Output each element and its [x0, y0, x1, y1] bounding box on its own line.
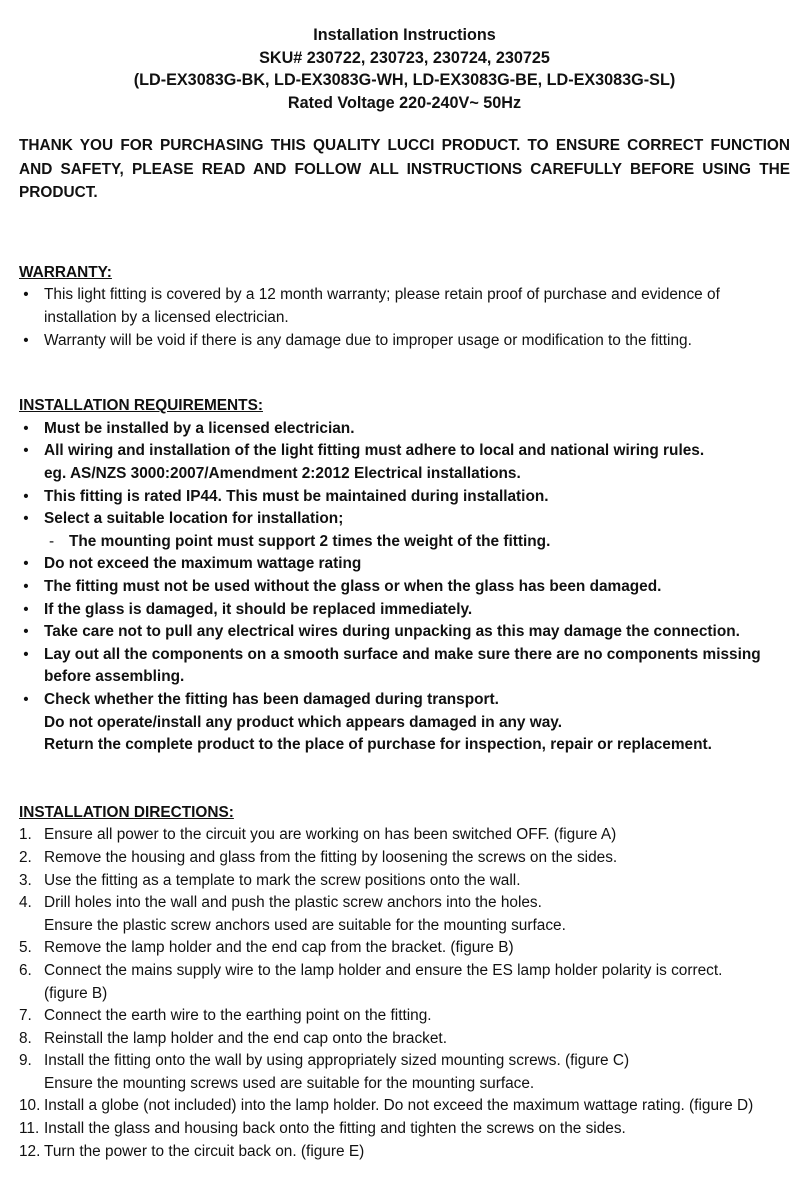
bullet-icon: •: [23, 442, 29, 460]
step-number: 12.: [19, 1142, 41, 1160]
model-line: (LD-EX3083G-BK, LD-EX3083G-WH, LD-EX3083G-BE, LD-EX3083G-SL): [133, 71, 676, 90]
direction-step: 9. Install the fitting onto the wall by using appropriately sized mounting screws. (figure C) Ensure the mounting screws used are suitable for the mounting surface.: [19, 1052, 630, 1092]
step-number: 7.: [19, 1007, 32, 1025]
direction-step: 2. Remove the housing and glass from the fitting by loosening the screws on the sides.: [19, 847, 790, 870]
warranty-section: [19, 262, 790, 352]
intro-notice: THANK YOU FOR PURCHASING THIS QUALITY LUCCI PRODUCT. TO ENSURE CORRECT FUNCTION AND SAFETY, PLEASE READ AND FOLLOW ALL INSTRUCTIONS CAREFULLY BEFORE USING THE PRODUCT.: [19, 137, 790, 202]
step-number: 9.: [19, 1052, 32, 1070]
bullet-icon: •: [23, 419, 29, 437]
step-number: 6.: [19, 961, 32, 979]
requirement-item: • If the glass is damaged, it should be replaced immediately.: [19, 599, 790, 622]
requirement-item: • Do not exceed the maximum wattage rating: [19, 553, 790, 576]
warranty-item: • This light fitting is covered by a 12 month warranty; please retain proof of purchase and evidence of installation by a licensed electrician.: [19, 284, 790, 329]
document-title: Installation Instructions: [313, 26, 496, 44]
document-header: [19, 24, 790, 114]
requirement-item: • The fitting must not be used without the glass or when the glass has been damaged.: [19, 576, 790, 599]
bullet-icon: •: [23, 555, 29, 573]
direction-step: 8. Reinstall the lamp holder and the end cap onto the bracket.: [19, 1028, 790, 1051]
direction-step: 1. Ensure all power to the circuit you are working on has been switched OFF. (figure A): [19, 824, 790, 847]
direction-step: 6. Connect the mains supply wire to the lamp holder and ensure the ES lamp holder polarity is correct. (figure B): [19, 961, 723, 1002]
direction-step: 7. Connect the earth wire to the earthing point on the fitting.: [19, 1005, 790, 1028]
bullet-icon: •: [23, 331, 29, 349]
requirement-item: • Select a suitable location for installation; - The mounting point must support 2 times the weight of the fitting.: [19, 508, 790, 553]
direction-step: 12. Turn the power to the circuit back on. (figure E): [19, 1141, 790, 1164]
requirement-item: • Lay out all the components on a smooth surface and make sure there are no components missing before assembling.: [19, 644, 790, 689]
bullet-icon: •: [23, 286, 29, 304]
direction-step: 3. Use the fitting as a template to mark the screw positions onto the wall.: [19, 870, 790, 893]
step-number: 2.: [19, 848, 32, 866]
dash-icon: -: [49, 532, 55, 550]
requirements-section: [19, 395, 790, 757]
step-number: 11.: [19, 1120, 40, 1138]
bullet-icon: •: [23, 510, 29, 528]
step-number: 1.: [19, 826, 32, 844]
direction-step: 11. Install the glass and housing back onto the fitting and tighten the screws on the sides.: [19, 1118, 790, 1141]
step-number: 10.: [19, 1097, 41, 1115]
step-number: 3.: [19, 871, 32, 889]
step-number: 8.: [19, 1029, 32, 1047]
requirement-item: • Must be installed by a licensed electrician.: [19, 418, 790, 441]
bullet-icon: •: [23, 645, 29, 663]
requirement-item: • Check whether the fitting has been damaged during transport. Do not operate/install any product which appears damaged in any way. Return the complete product to the place of purchase for inspection, repair or replacement.: [19, 689, 790, 757]
requirement-item: • This fitting is rated IP44. This must be maintained during installation.: [19, 486, 790, 509]
requirement-item: • All wiring and installation of the light fitting must adhere to local and national wiring rules. eg. AS/NZS 3000:2007/Amendment 2:2012 Electrical installations.: [19, 440, 790, 485]
bullet-icon: •: [23, 690, 29, 708]
requirement-item: • Take care not to pull any electrical wires during unpacking as this may damage the connection.: [19, 621, 790, 644]
directions-heading: INSTALLATION DIRECTIONS:: [19, 803, 234, 821]
requirements-heading: INSTALLATION REQUIREMENTS:: [19, 397, 263, 415]
warranty-item: • Warranty will be void if there is any damage due to improper usage or modification to the fitting.: [19, 330, 790, 353]
direction-step: 5. Remove the lamp holder and the end cap from the bracket. (figure B): [19, 937, 790, 960]
step-number: 5.: [19, 939, 32, 957]
bullet-icon: •: [23, 578, 29, 595]
direction-step: 10. Install a globe (not included) into the lamp holder. Do not exceed the maximum wattage rating. (figure D): [19, 1095, 790, 1118]
sku-line: SKU# 230722, 230723, 230724, 230725: [259, 48, 550, 67]
warranty-heading: WARRANTY:: [19, 263, 112, 281]
bullet-icon: •: [23, 623, 29, 641]
step-number: 4.: [19, 894, 32, 912]
voltage-line: Rated Voltage 220-240V~ 50Hz: [287, 93, 522, 112]
directions-section: [19, 802, 790, 1164]
sub-requirement: - The mounting point must support 2 times the weight of the fitting.: [44, 531, 790, 554]
direction-step: 4. Drill holes into the wall and push the plastic screw anchors into the holes. Ensure the plastic screw anchors used are suitable for the mounting surface.: [19, 894, 566, 934]
bullet-icon: •: [23, 487, 29, 505]
bullet-icon: •: [23, 600, 29, 618]
